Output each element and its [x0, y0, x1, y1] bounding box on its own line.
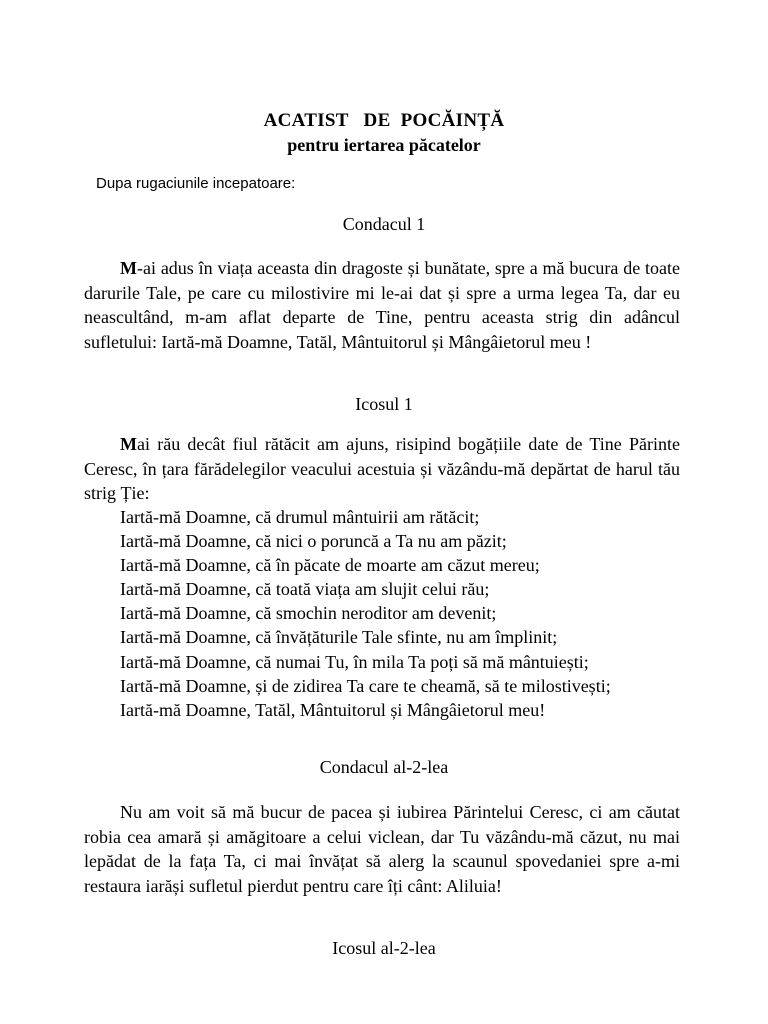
condac-1-lead-letter: M	[120, 258, 137, 278]
list-item: Iartă-mă Doamne, Tatăl, Mântuitorul și Mângâietorul meu!	[120, 699, 546, 720]
list-item: Iartă-mă Doamne, că numai Tu, în mila Ta poți să mă mântuiești;	[120, 651, 589, 672]
condac-1-heading: Condacul 1	[342, 214, 426, 234]
list-item: Iartă-mă Doamne, că nici o poruncă a Ta nu am păzit;	[120, 531, 507, 552]
condac-1-body: -ai adus în viața aceasta din dragoste și bunătate, spre a mă bucura de toate darurile Tale, pe care cu milostivire mi le-ai dat și spre a urma legea Ta, dar eu neascultând, m-am aflat departe de Tine, pentru aceasta strig din adâncul sufletului: Iartă-mă Doamne, Tatăl, Mântuitorul și Mângâietorul meu !	[84, 258, 680, 352]
icos-1-lead-letter: M	[120, 434, 137, 454]
condac-1-text	[84, 256, 680, 354]
icos-2-heading: Icosul al-2-lea	[332, 938, 436, 958]
document-title: ACATIST DE POCĂINȚĂ	[263, 110, 505, 131]
icos-1-text	[84, 432, 680, 506]
condac-2-text: Nu am voit să mă bucur de pacea și iubirea Părintelui Ceresc, ci am căutat robia cea amară și amăgitoare a celui viclean, dar Tu văzându-mă căzut, nu mai lepădat de la fața Ta, ci mai învățat să alerg la scaunul spovedaniei spre a-mi restaura iarăși sufletul pierdut pentru care îți cânt: Aliluia!	[84, 802, 680, 896]
list-item: Iartă-mă Doamne, că smochin neroditor am devenit;	[120, 603, 497, 624]
icos-1-heading: Icosul 1	[355, 394, 413, 414]
list-item: Iartă-mă Doamne, și de zidirea Ta care te cheamă, să te milostivești;	[120, 675, 611, 696]
list-item: Iartă-mă Doamne, că drumul mântuirii am rătăcit;	[120, 507, 480, 527]
list-item: Iartă-mă Doamne, că toată viața am slujit celui rău;	[120, 579, 490, 600]
list-item: Iartă-mă Doamne, că învățăturile Tale sfinte, nu am împlinit;	[120, 627, 558, 648]
icos-1-body: ai rău decât fiul rătăcit am ajuns, risipind bogățiile date de Tine Părinte Ceresc, în țara fărădelegilor veacului acestuia și văzându-mă depărtat de harul tău strig Ție:	[84, 434, 680, 503]
document-subtitle: pentru iertarea păcatelor	[287, 135, 481, 155]
condac-2-heading: Condacul al-2-lea	[319, 757, 449, 777]
icos-1-invocations	[120, 505, 700, 722]
intro-note: Dupa rugaciunile incepatoare:	[96, 175, 296, 192]
list-item: Iartă-mă Doamne, că în păcate de moarte am căzut mereu;	[120, 555, 540, 576]
